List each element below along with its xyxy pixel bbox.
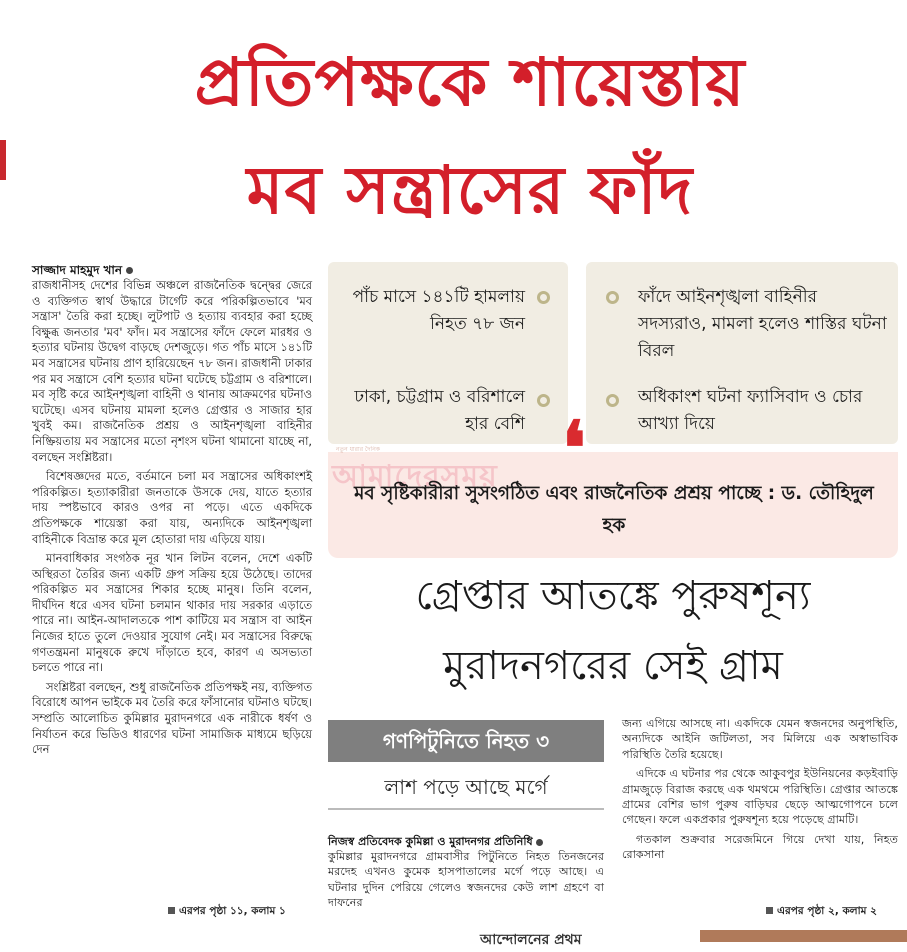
kicker-subtitle: লাশ পড়ে আছে মর্গে — [328, 766, 604, 810]
left-continue-note: এরপর পৃষ্ঠা ১১, কলাম ১ — [168, 904, 286, 921]
second-story-body-start: কুমিল্লার মুরাদনগরে গ্রামবাসীর পিটুনিতে নিহত তিনজনের মরদেহ এখনও কুমেক হাসপাতালের মর্গে পড়ে আছে। এ ঘটনার দুদিন পেরিয়ে গেলেও স্বজনদের কেউ লাশ গ্রহণে বা দাফনের — [328, 850, 604, 910]
bullet-icon — [537, 394, 550, 407]
byline-dot-icon — [536, 839, 543, 846]
left-article-byline: সাজ্জাদ মাহমুদ খান — [32, 262, 133, 282]
right-paragraph-1: জন্য এগিয়ে আসছে না। একদিকে যেমন স্বজনদের অনুপস্থিতি, অন্যদিকে আইনি জটিলতা, সব মিলিয়ে এক অস্বাভাবিক পরিস্থিতি তৈরি হয়েছে। — [622, 717, 898, 761]
left-article-body — [32, 278, 312, 762]
second-story-body-continued — [622, 716, 898, 867]
second-headline-line1: গ্রেপ্তার আতঙ্কে পুরুষশূন্য — [415, 573, 811, 619]
pull-quote: মব সৃষ্টিকারীরা সুসংগঠিত এবং রাজনৈতিক প্রশ্রয় পাচ্ছে : ড. তৌহিদুল হক — [354, 483, 874, 536]
main-headline-line1: প্রতিপক্ষকে শায়েস্তায় — [194, 44, 746, 121]
highlight-item: ফাঁদে আইনশৃঙ্খলা বাহিনীর সদস্যরাও, মামলা হলেও শাস্তির ঘটনা বিরল — [638, 287, 887, 361]
adjacent-page-fragment — [0, 140, 6, 180]
main-headline-line2: মব সন্ত্রাসের ফাঁদ — [246, 152, 694, 229]
left-paragraph-1: রাজধানীসহ দেশের বিভিন্ন অঞ্চলে রাজনৈতিক দ্বন্দ্বের জেরে ও ব্যক্তিগত স্বার্থ উদ্ধারে টার্গেট করে পরিকল্পিতভাবে 'মব সন্ত্রাস' তৈরি করা হচ্ছে। লুটপাট ও হত্যায় ব্যবহার করা হচ্ছে বিক্ষুব্ধ জনতার 'মব' ফাঁদ। মব সন্ত্রাসের ফাঁদে ফেলে মারধর ও হত্যার ঘটনায় উদ্বেগ বাড়ছে দেশজুড়ে। গত পাঁচ মাসে ১৪১টি মব সন্ত্রাসের ঘটনায় প্রাণ হারিয়েছেন ৭৮ জন। রাজধানী ঢাকার পর মব সন্ত্রাসে বেশি হত্যার ঘটনা ঘটেছে চট্টগ্রাম ও বরিশালে। মব সৃষ্টি করে আইনশৃঙ্খলা বাহিনী ও থানায় আক্রমণের ঘটনাও ঘটেছে। এসব ঘটনায় মামলা হলেও গ্রেপ্তার ও সাজার হার খুবই কম। রাজনৈতিক প্রশ্রয় ও আইনশৃঙ্খলা বাহিনীর নিষ্ক্রিয়তায় মব সন্ত্রাসের মতো নৃশংস ঘটনা থামানো যাচ্ছে না, বলছেন সংশ্লিষ্টরা। — [32, 278, 312, 464]
byline-dot-icon — [126, 267, 133, 274]
highlight-item: পাঁচ মাসে ১৪১টি হামলায় নিহত ৭৮ জন — [352, 287, 525, 334]
quote-mark-icon: ❛ — [562, 406, 586, 492]
right-paragraph-2: এদিকে এ ঘটনার পর থেকে আকুবপুর ইউনিয়নের কড়ইবাড়ি গ্রামজুড়ে বিরাজ করছে এক থমথমে পরিস্থিতি। গ্রেপ্তার আতঙ্কে গ্রামের বেশির ভাগ পুরুষ বাড়িঘর ছেড়ে আত্মগোপনে চলে গেছেন। ফলে একপ্রকার পুরুষশূন্য হয়ে পড়েছে গ্রামটি। — [622, 767, 898, 827]
right-continue-note: এরপর পৃষ্ঠা ২, কলাম ২ — [766, 904, 877, 921]
next-headline-fragment: আন্দোলনের প্রথম — [480, 932, 582, 948]
bullet-icon — [606, 291, 619, 304]
continue-square-icon — [766, 907, 773, 914]
kicker-banner: গণপিটুনিতে নিহত ৩ — [328, 720, 604, 762]
left-paragraph-4: সংশ্লিষ্টরা বলছেন, শুধু রাজনৈতিক প্রতিপক্ষই নয়, ব্যক্তিগত বিরোধে আপন ভাইকে মব তৈরি করে ফাঁসানোর ঘটনাও ঘটছে। সম্প্রতি আলোচিত কুমিল্লার মুরাদনগরে এক নারীকে ধর্ষণ ও নির্যাতন করে ভিডিও ধারণের ঘটনা সামাজিক মাধ্যমে ছড়িয়ে দেন — [32, 679, 312, 757]
watermark-logo: আমাদেরসময় — [332, 459, 498, 494]
bullet-icon — [537, 291, 550, 304]
second-headline-line2: মুরাদনগরের সেই গ্রাম — [443, 643, 783, 689]
highlight-item: অধিকাংশ ঘটনা ফ্যাসিবাদ ও চোর আখ্যা দিয়ে — [638, 387, 863, 434]
second-story-byline: নিজস্ব প্রতিবেদক কুমিল্লা ও মুরাদনগর প্রতিনিধি — [328, 833, 618, 852]
left-paragraph-3: মানবাধিকার সংগঠক নূর খান লিটন বলেন, দেশে একটি অস্থিরতা তৈরির জন্য একটি গ্রুপ সক্রিয় হয়ে উঠেছে। তাদের পরিকল্পিত মব সন্ত্রাসের শিকার হচ্ছে মানুষ। তিনি বলেন, দীর্ঘদিন ধরে এসব ঘটনা চলমান থাকার দায় সরকার এড়াতে পারে না। আইন-আদালতকে পাশ কাটিয়ে মব সন্ত্রাস বা আইন নিজের হাতে তুলে দেওয়ার সুযোগ নেই। মব সন্ত্রাসের বিরুদ্ধে গণতন্ত্রমনা মানুষকে রুখে দাঁড়াতে হবে, কারণ এ অসভ্যতা চলতে পারে না। — [32, 551, 312, 675]
bullet-icon — [606, 394, 619, 407]
continue-square-icon — [168, 907, 175, 914]
right-paragraph-3: গতকাল শুক্রবার সরেজমিনে গিয়ে দেখা যায়, নিহত রোকসানা — [622, 832, 898, 862]
highlight-item: ঢাকা, চট্টগ্রাম ও বরিশালে হার বেশি — [354, 387, 525, 434]
left-paragraph-2: বিশেষজ্ঞদের মতে, বর্তমানে চলা মব সন্ত্রাসের অধিকাংশই পরিকল্পিত। হত্যাকারীরা জনতাকে উসকে দেয়, যাতে হত্যার দায় স্পষ্টভাবে কারও ওপর না পড়ে। এতে একদিকে প্রতিপক্ষকে শায়েস্তা করা যায়, অন্যদিকে আইনশৃঙ্খলা বাহিনীকে বিভ্রান্ত করে মূল হোতারা দায় এড়িয়ে যায়। — [32, 469, 312, 546]
next-story-image — [700, 930, 907, 942]
watermark-tagline: নতুন ধারার দৈনিক — [336, 446, 380, 453]
